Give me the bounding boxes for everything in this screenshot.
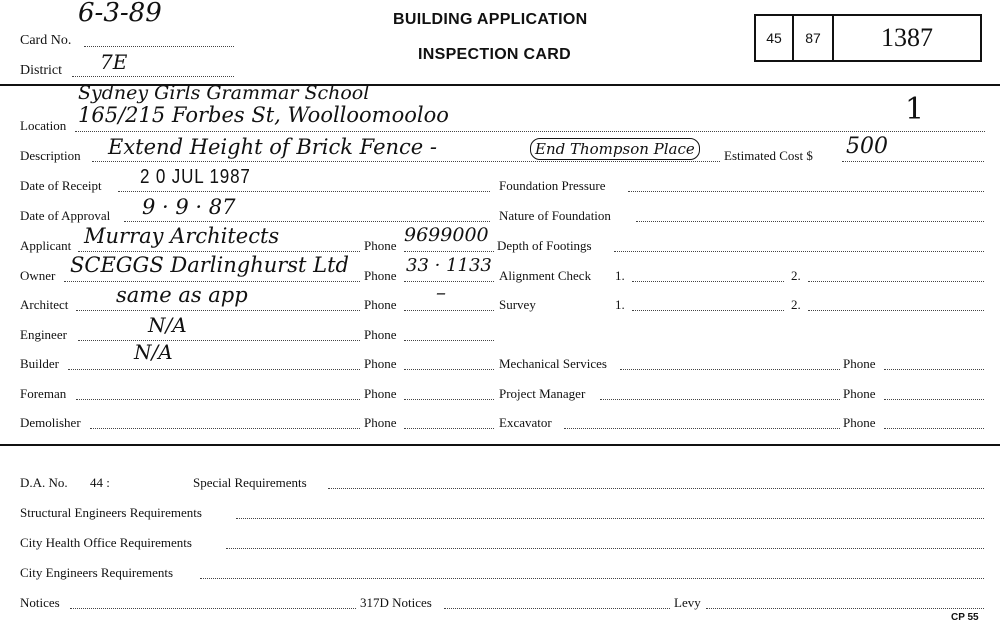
notices-label: Notices [20,595,60,610]
project-manager-phone-line [884,399,984,400]
handwritten-date: 6-3-89 [78,0,162,28]
foreman-line [76,399,360,400]
date-of-approval-line [124,221,490,222]
demolisher-line [90,428,360,429]
notices-line [70,608,356,609]
depth-of-footings-label: Depth of Footings [497,238,592,253]
depth-of-footings-line [614,251,984,252]
da-no-label: D.A. No. [20,475,68,490]
architect-phone-line [404,310,494,311]
applicant-phone-value: 9699000 [404,224,489,246]
location-line-1: Sydney Girls Grammar School [78,82,370,104]
builder-label: Builder [20,356,59,371]
district-value: 7E [100,50,128,74]
estimated-cost-label: Estimated Cost $ [724,148,813,163]
description-label: Description [20,148,81,163]
card-no-label: Card No. [20,33,72,48]
bottom-rule [0,444,1000,446]
city-health-label: City Health Office Requirements [20,535,192,550]
architect-label: Architect [20,297,69,312]
form-code: CP 55 [951,612,979,623]
alignment-check-label: Alignment Check [499,268,592,283]
estimated-cost-line [842,161,984,162]
demolisher-label: Demolisher [20,415,81,430]
survey-num-1: 1. [615,297,625,312]
owner-phone-label: Phone [364,268,397,283]
estimated-cost-value: 500 [846,134,888,159]
project-manager-line [600,399,840,400]
alignment-check-line-1 [632,281,784,282]
date-of-approval-value: 9 · 9 · 87 [142,195,236,219]
survey-line-2 [808,310,984,311]
location-value: 165/215 Forbes St, Woolloomooloo [78,103,449,127]
date-of-receipt-stamp: 2 0 JUL 1987 [140,166,251,188]
foundation-pressure-label: Foundation Pressure [499,178,606,193]
mechanical-services-phone-label: Phone [843,356,876,371]
location-line [75,131,985,132]
excavator-line [564,428,840,429]
box-year-prefix: 45 [766,30,782,46]
levy-line [706,608,984,609]
alignment-check-line-2 [808,281,984,282]
location-mark: 1 [905,92,925,127]
engineer-phone-label: Phone [364,327,397,342]
application-number-box [754,14,982,62]
alignment-check-num-1: 1. [615,268,625,283]
description-line [92,161,720,162]
architect-line [76,310,360,311]
builder-line [68,369,360,370]
location-label: Location [20,118,67,133]
engineer-phone-line [404,340,494,341]
survey-line-1 [632,310,784,311]
title-line-2: INSPECTION CARD [418,46,571,63]
notices-317d-label: 317D Notices [360,595,432,610]
mechanical-services-label: Mechanical Services [499,356,607,371]
builder-value: N/A [134,340,173,364]
date-of-receipt-label: Date of Receipt [20,178,102,193]
builder-phone-line [404,369,494,370]
structural-engineers-label: Structural Engineers Requirements [20,505,202,520]
excavator-phone-label: Phone [843,415,876,430]
foreman-label: Foreman [20,386,67,401]
city-engineers-label: City Engineers Requirements [20,565,174,580]
architect-phone-value: – [436,280,446,304]
special-requirements-label: Special Requirements [193,475,307,490]
applicant-value: Murray Architects [84,224,280,248]
notices-317d-line [444,608,670,609]
levy-label: Levy [674,595,701,610]
owner-phone-value: 33 · 1133 [406,255,492,276]
foreman-phone-line [404,399,494,400]
project-manager-label: Project Manager [499,386,586,401]
demolisher-phone-label: Phone [364,415,397,430]
alignment-check-num-2: 2. [791,268,801,283]
applicant-phone-line [404,251,494,252]
engineer-value: N/A [148,313,187,337]
foundation-pressure-line [628,191,984,192]
city-health-line [226,548,984,549]
city-engineers-line [200,578,984,579]
da-no-value: 44 : [90,475,110,490]
mechanical-services-phone-line [884,369,984,370]
nature-of-foundation-line [636,221,984,222]
applicant-phone-label: Phone [364,238,397,253]
builder-phone-label: Phone [364,356,397,371]
description-note: End Thompson Place [530,138,700,160]
description-value: Extend Height of Brick Fence - [108,135,437,159]
applicant-label: Applicant [20,238,72,253]
date-of-approval-label: Date of Approval [20,208,111,223]
demolisher-phone-line [404,428,494,429]
foreman-phone-label: Phone [364,386,397,401]
structural-engineers-line [236,518,984,519]
project-manager-phone-label: Phone [843,386,876,401]
owner-line [64,281,360,282]
nature-of-foundation-label: Nature of Foundation [499,208,611,223]
title-line-1: BUILDING APPLICATION [393,11,588,28]
district-line [72,76,234,77]
excavator-label: Excavator [499,415,552,430]
date-of-receipt-line [118,191,490,192]
owner-value: SCEGGS Darlinghurst Ltd [70,253,349,277]
box-year: 87 [805,30,821,46]
excavator-phone-line [884,428,984,429]
architect-phone-label: Phone [364,297,397,312]
architect-value: same as app [116,283,248,307]
survey-num-2: 2. [791,297,801,312]
card-no-line [84,46,234,47]
survey-label: Survey [499,297,536,312]
application-number: 1387 [881,23,933,52]
engineer-label: Engineer [20,327,67,342]
engineer-line [78,340,360,341]
applicant-line [78,251,360,252]
mechanical-services-line [620,369,840,370]
owner-label: Owner [20,268,56,283]
district-label: District [20,63,62,78]
special-requirements-line [328,488,984,489]
owner-phone-line [404,281,494,282]
